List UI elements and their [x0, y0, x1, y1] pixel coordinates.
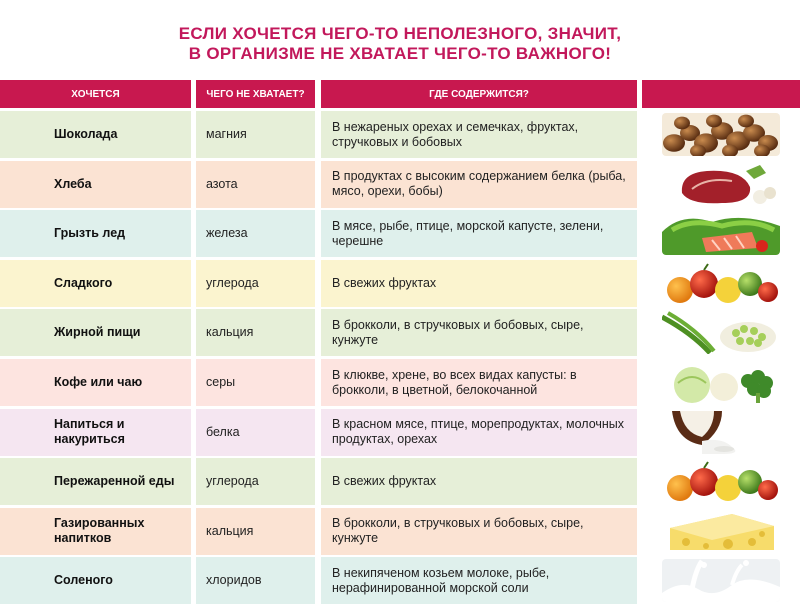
lacking-cell: железа — [206, 226, 248, 241]
header-want: ХОЧЕТСЯ — [0, 80, 191, 108]
source-cell: В мясе, рыбе, птице, морской капусте, зелени, черешне — [332, 218, 604, 248]
lacking-cell: хлоридов — [206, 573, 262, 588]
table-row — [0, 409, 800, 456]
lacking-cell: кальция — [206, 523, 254, 538]
fruits-image — [662, 262, 780, 305]
want-cell: Жирной пищи — [54, 325, 141, 340]
beans-image — [662, 311, 780, 354]
source-cell: В свежих фруктах — [332, 474, 437, 489]
source-cell: В брокколи, в стручковых и бобовых, сыре, кунжуте — [332, 516, 584, 546]
header-lacking: ЧЕГО НЕ ХВАТАЕТ? — [196, 80, 315, 108]
lacking-cell: углерода — [206, 474, 259, 489]
meat-image — [662, 163, 780, 206]
table-row — [0, 309, 800, 356]
coconut-milk-image — [662, 411, 780, 454]
fruits-image — [662, 460, 780, 503]
lacking-cell: серы — [206, 375, 236, 389]
page-title — [0, 24, 800, 64]
source-cell: В нежареных орехах и семечках, фруктах, стручковых и бобовых — [332, 119, 579, 149]
nuts-image — [662, 113, 780, 156]
header-image — [642, 80, 800, 108]
lacking-cell: белка — [206, 424, 240, 439]
lacking-cell: магния — [206, 127, 247, 141]
want-cell: Соленого — [54, 573, 113, 588]
lacking-cell: азота — [206, 176, 238, 191]
cabbage-image — [662, 361, 780, 404]
salmon-greens-image — [662, 212, 780, 255]
cheese-image — [662, 510, 780, 553]
want-cell: Газированных напитков — [54, 516, 145, 546]
table-row — [0, 210, 800, 257]
source-cell: В брокколи, в стручковых и бобовых, сыре, кунжуте — [332, 317, 584, 347]
table-row — [0, 161, 800, 208]
milk-splash-image — [662, 559, 780, 602]
source-cell: В некипяченом козьем молоке, рыбе, нерафинированной морской соли — [332, 565, 550, 595]
source-cell: В красном мясе, птице, морепродуктах, молочных продуктах, орехах — [332, 417, 625, 447]
want-cell: Шоколада — [54, 127, 118, 141]
lacking-cell: кальция — [206, 325, 254, 340]
source-cell: В клюкве, хрене, во всех видах капусты: в брокколи, в цветной, белокочанной — [332, 367, 577, 397]
title-line-2: В ОРГАНИЗМЕ НЕ ХВАТАЕТ ЧЕГО-ТО ВАЖНОГО! — [188, 44, 612, 63]
table-row — [0, 111, 800, 158]
want-cell: Напиться и накуриться — [54, 417, 125, 447]
want-cell: Кофе или чаю — [54, 375, 143, 389]
source-cell: В свежих фруктах — [332, 275, 437, 290]
table-row — [0, 458, 800, 505]
source-cell: В продуктах с высоким содержанием белка (рыба, мясо, орехи, бобы) — [332, 169, 626, 199]
lacking-cell: углерода — [206, 275, 259, 290]
title-line-1: ЕСЛИ ХОЧЕТСЯ ЧЕГО-ТО НЕПОЛЕЗНОГО, ЗНАЧИТ, — [178, 24, 622, 43]
table-row — [0, 508, 800, 555]
want-cell: Грызть лед — [54, 226, 126, 241]
table-row — [0, 359, 800, 406]
want-cell: Хлеба — [54, 176, 92, 191]
want-cell: Пережаренной еды — [54, 474, 175, 489]
table-row — [0, 557, 800, 604]
table-row — [0, 260, 800, 307]
want-cell: Сладкого — [54, 275, 113, 290]
header-source: ГДЕ СОДЕРЖИТСЯ? — [321, 80, 637, 108]
